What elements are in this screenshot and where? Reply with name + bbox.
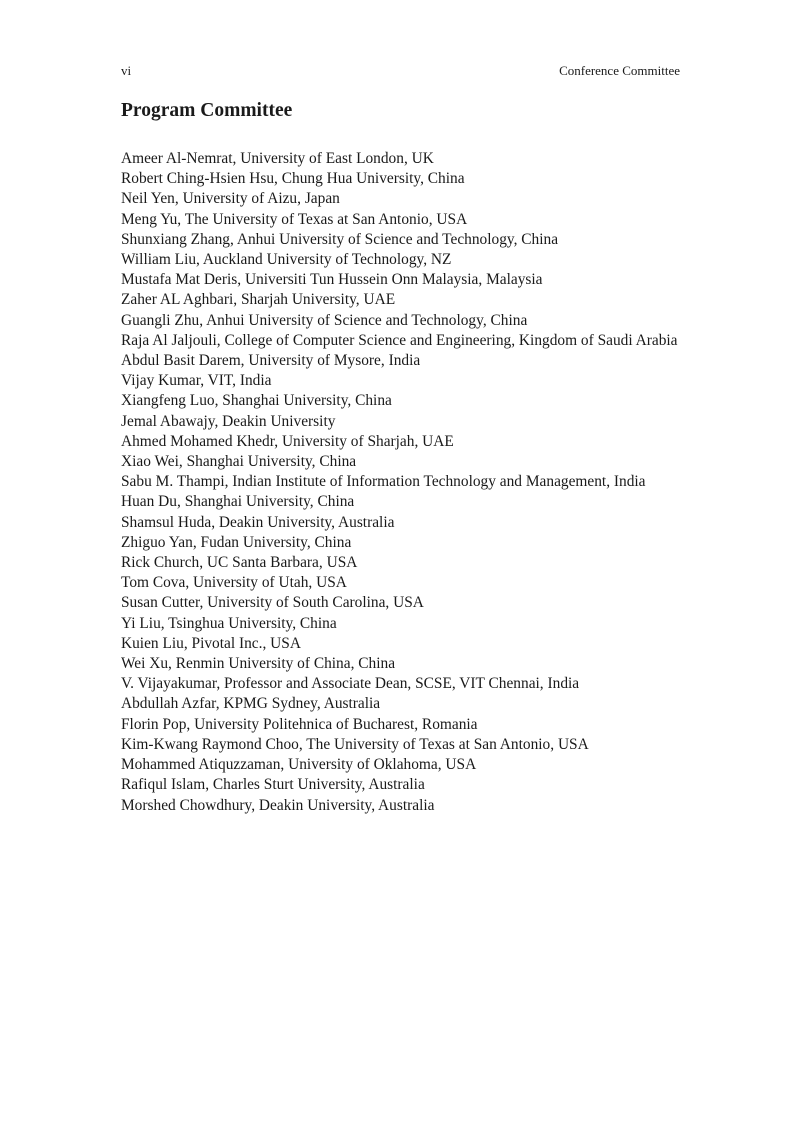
committee-member: Mohammed Atiquzzaman, University of Oklahoma, USA — [121, 756, 477, 774]
committee-member: Abdul Basit Darem, University of Mysore, India — [121, 352, 421, 370]
committee-member: Xiangfeng Luo, Shanghai University, China — [121, 392, 392, 410]
committee-member: Tom Cova, University of Utah, USA — [121, 574, 347, 592]
page-number: vi — [121, 63, 132, 78]
committee-member-list — [121, 149, 686, 816]
committee-member: Sabu M. Thampi, Indian Institute of Information Technology and Management, India — [121, 473, 646, 491]
committee-member: Mustafa Mat Deris, Universiti Tun Hussein Onn Malaysia, Malaysia — [121, 271, 543, 289]
committee-member: Raja Al Jaljouli, College of Computer Science and Engineering, Kingdom of Saudi Arabia — [121, 331, 678, 349]
committee-member: Yi Liu, Tsinghua University, China — [121, 614, 337, 632]
committee-member: Wei Xu, Renmin University of China, China — [121, 655, 396, 673]
committee-member: Meng Yu, The University of Texas at San Antonio, USA — [121, 210, 468, 228]
committee-member: Morshed Chowdhury, Deakin University, Australia — [121, 796, 435, 814]
committee-member: Ameer Al-Nemrat, University of East London, UK — [121, 150, 434, 167]
committee-member: Kuien Liu, Pivotal Inc., USA — [121, 634, 301, 652]
committee-member: Xiao Wei, Shanghai University, China — [121, 453, 357, 471]
committee-member: Vijay Kumar, VIT, India — [121, 372, 272, 390]
committee-member: Florin Pop, University Politehnica of Bucharest, Romania — [121, 715, 478, 733]
committee-member: Rafiqul Islam, Charles Sturt University, Australia — [121, 776, 425, 794]
committee-member: Ahmed Mohamed Khedr, University of Sharjah, UAE — [121, 432, 454, 450]
committee-member: Jemal Abawajy, Deakin University — [121, 412, 336, 430]
committee-member: Abdullah Azfar, KPMG Sydney, Australia — [121, 695, 381, 713]
committee-member: V. Vijayakumar, Professor and Associate Dean, SCSE, VIT Chennai, India — [121, 675, 580, 693]
committee-member: Susan Cutter, University of South Carolina, USA — [121, 594, 424, 612]
committee-member: Rick Church, UC Santa Barbara, USA — [121, 554, 358, 572]
committee-member: Huan Du, Shanghai University, China — [121, 493, 355, 511]
committee-member: William Liu, Auckland University of Technology, NZ — [121, 251, 452, 269]
committee-member: Guangli Zhu, Anhui University of Science and Technology, China — [121, 311, 528, 329]
committee-member: Robert Ching-Hsien Hsu, Chung Hua University, China — [121, 170, 465, 188]
committee-member: Shunxiang Zhang, Anhui University of Science and Technology, China — [121, 230, 559, 248]
committee-member: Shamsul Huda, Deakin University, Australia — [121, 513, 395, 531]
committee-member: Neil Yen, University of Aizu, Japan — [121, 190, 340, 208]
committee-member: Kim-Kwang Raymond Choo, The University of Texas at San Antonio, USA — [121, 735, 589, 753]
running-title: Conference Committee — [559, 63, 680, 78]
committee-member: Zhiguo Yan, Fudan University, China — [121, 533, 352, 551]
section-title: Program Committee — [121, 100, 293, 121]
committee-member: Zaher AL Aghbari, Sharjah University, UAE — [121, 291, 396, 309]
running-head — [121, 63, 680, 81]
